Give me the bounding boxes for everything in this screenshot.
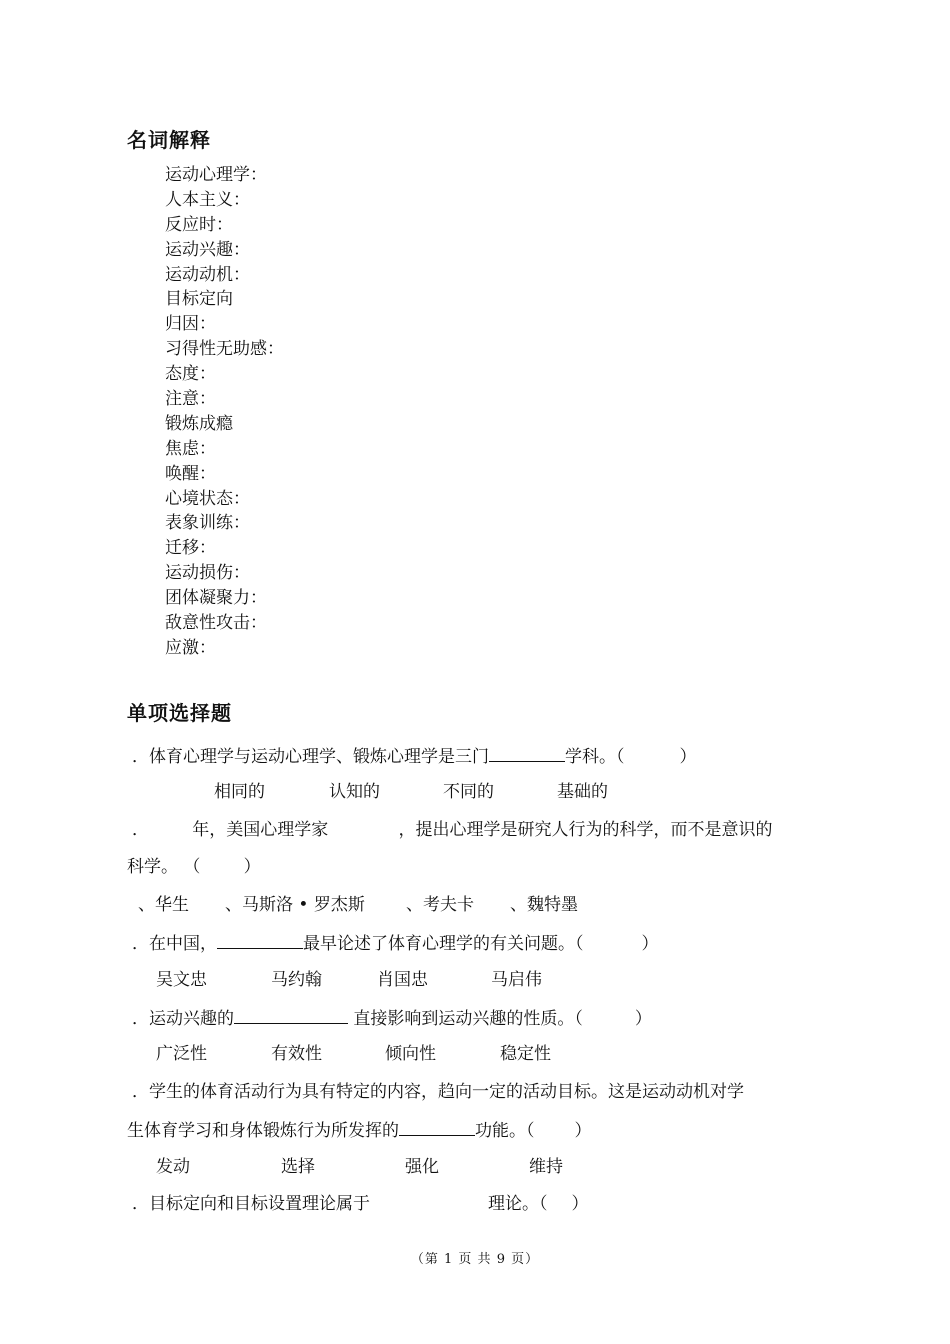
page-footer: （第 1 页 共 9 页） <box>410 1252 540 1267</box>
term-item: 唤醒： <box>165 463 216 484</box>
term-item: 习得性无助感： <box>165 339 284 360</box>
option-a: 广泛性 <box>156 1044 207 1064</box>
question-3 <box>132 930 659 956</box>
term-item: 运动损伤： <box>165 563 250 584</box>
term-item: 团体凝聚力： <box>165 588 267 609</box>
term-item: 目标定向 <box>165 289 233 310</box>
answer-blank <box>489 743 565 762</box>
term-item: 表象训练： <box>165 513 250 534</box>
term-item: 心境状态： <box>165 488 250 509</box>
option-c: 肖国忠 <box>377 970 428 990</box>
question-2-cont: 科学。 （ ） <box>127 857 261 877</box>
term-item: 敌意性攻击： <box>165 613 267 634</box>
definitions-list <box>165 163 284 661</box>
term-item: 反应时： <box>165 214 233 235</box>
question-text: ） <box>634 1009 652 1029</box>
question-text: 理论。（ <box>488 1194 548 1214</box>
choice-section-title: 单项选择题 <box>127 701 232 725</box>
term-item: 运动兴趣： <box>165 239 250 260</box>
term-item: 焦虑： <box>165 438 216 459</box>
question-text: ） <box>571 1194 589 1214</box>
option-a: 吴文忠 <box>156 970 207 990</box>
question-text: ．运动兴趣的 <box>132 1009 234 1029</box>
option-d: 维持 <box>529 1157 563 1177</box>
option-c: 倾向性 <box>385 1044 436 1064</box>
option-c: 、考夫卡 <box>406 895 474 915</box>
question-text: 生体育学习和身体锻炼行为所发挥的 <box>127 1121 399 1141</box>
question-text: ） <box>641 934 659 954</box>
option-c: 强化 <box>405 1157 439 1177</box>
term-item: 注意： <box>165 389 216 410</box>
question-text: ．在中国， <box>132 934 217 954</box>
term-item: 归因： <box>165 314 216 335</box>
answer-blank <box>399 1117 475 1136</box>
option-a: 相同的 <box>214 782 265 802</box>
option-b: 马约翰 <box>271 970 322 990</box>
term-item: 人本主义： <box>165 189 250 210</box>
answer-blank <box>217 930 303 949</box>
question-2: ． 年，美国心理学家 ，提出心理学是研究人行为的科学，而不是意识的 <box>132 820 773 840</box>
option-d: 、魏特墨 <box>510 895 578 915</box>
term-item: 应激： <box>165 637 216 658</box>
question-5: ．学生的体育活动行为具有特定的内容，趋向一定的活动目标。这是运动动机对学 <box>132 1082 744 1102</box>
option-b: 有效性 <box>271 1044 322 1064</box>
term-item: 迁移： <box>165 538 216 559</box>
question-text: ） <box>574 1121 592 1141</box>
question-text: ） <box>679 747 697 767</box>
term-item: 锻炼成瘾 <box>165 413 233 434</box>
term-item: 运动心理学： <box>165 165 267 185</box>
question-text: 直接影响到运动兴趣的性质。（ <box>348 1009 583 1029</box>
option-d: 基础的 <box>557 782 608 802</box>
option-c: 不同的 <box>443 782 494 802</box>
option-b: 、马斯洛 • 罗杰斯 <box>225 895 365 915</box>
option-a: 发动 <box>156 1157 190 1177</box>
option-d: 马启伟 <box>491 970 542 990</box>
question-text: 最早论述了体育心理学的有关问题。（ <box>303 934 584 954</box>
term-item: 运动动机： <box>165 264 250 285</box>
question-text: 学科。（ <box>565 747 625 767</box>
option-b: 选择 <box>281 1157 315 1177</box>
question-4 <box>132 1005 652 1031</box>
question-text: ．目标定向和目标设置理论属于 <box>132 1194 370 1214</box>
question-6 <box>132 1192 589 1216</box>
term-item: 态度： <box>165 364 216 385</box>
option-a: 、华生 <box>138 895 189 915</box>
question-5-cont <box>127 1117 592 1143</box>
option-d: 稳定性 <box>500 1044 551 1064</box>
option-b: 认知的 <box>329 782 380 802</box>
question-1 <box>132 743 697 769</box>
question-text: 功能。（ <box>475 1121 535 1141</box>
definitions-section-title: 名词解释 <box>127 128 211 152</box>
question-text: ．体育心理学与运动心理学、锻炼心理学是三门 <box>132 747 489 767</box>
answer-blank <box>234 1005 348 1024</box>
